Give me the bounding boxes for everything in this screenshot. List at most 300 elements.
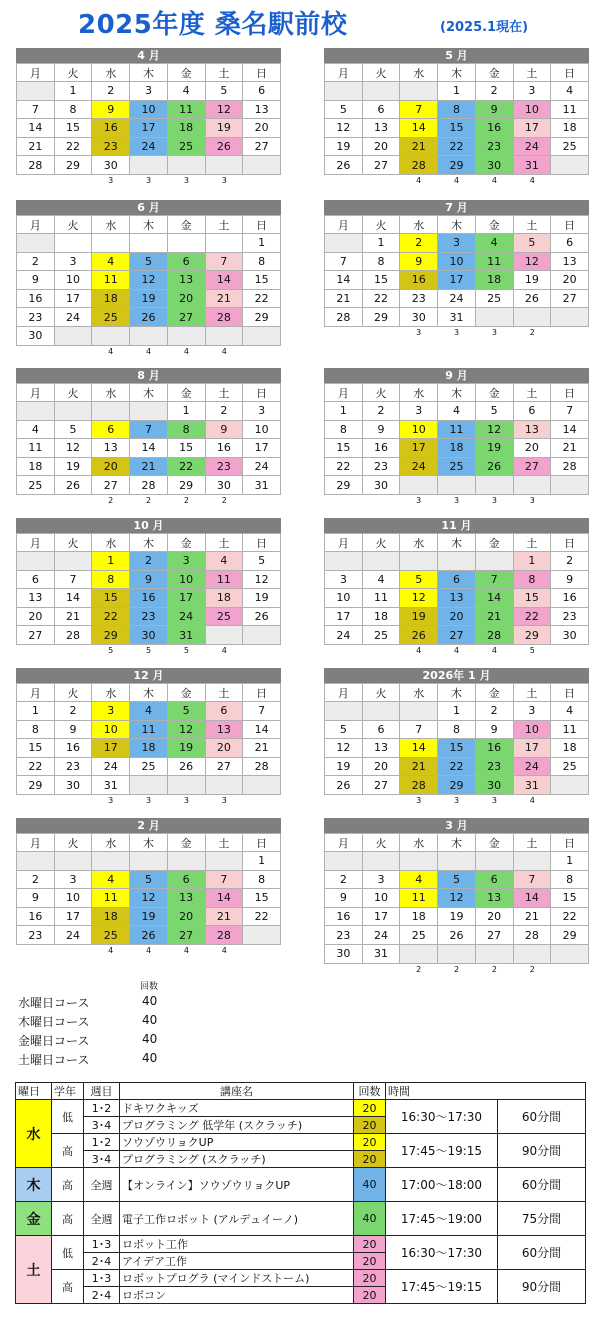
- day-cell: 5: [325, 100, 363, 119]
- weekday-label: 土: [513, 384, 551, 402]
- day-cell: 18: [17, 457, 55, 476]
- duration-cell: 90分間: [498, 1270, 586, 1304]
- day-cell: 29: [243, 308, 281, 327]
- day-cell: 28: [130, 476, 168, 495]
- grade-cell: 高: [52, 1134, 84, 1168]
- weekday-label: 水: [92, 216, 130, 234]
- day-cell: 31: [92, 776, 130, 795]
- duration-cell: 60分間: [498, 1100, 586, 1134]
- day-cell: 23: [362, 457, 400, 476]
- summary-label: 金曜日コース: [18, 1034, 90, 1048]
- day-cell: 21: [54, 607, 92, 626]
- week-row: [325, 402, 589, 421]
- time-cell: 17:45～19:15: [386, 1134, 498, 1168]
- day-cell: 25: [167, 137, 205, 156]
- day-cell: 28: [243, 757, 281, 776]
- day-cell: 15: [54, 119, 92, 138]
- day-cell: [54, 326, 92, 345]
- day-cell: 3: [513, 82, 551, 101]
- weekday-label: 火: [54, 534, 92, 552]
- day-cell: 17: [167, 589, 205, 608]
- day-cell: 18: [362, 607, 400, 626]
- day-cell: 19: [243, 589, 281, 608]
- day-cell: 5: [205, 82, 243, 101]
- day-cell: 5: [243, 552, 281, 571]
- week-row: [325, 626, 589, 645]
- summary-label: 木曜日コース: [18, 1015, 90, 1029]
- summary-row: [18, 1032, 178, 1050]
- day-cell: 7: [325, 252, 363, 271]
- day-cell: 8: [243, 252, 281, 271]
- weekday-label: 金: [475, 64, 513, 82]
- day-cell: 19: [325, 137, 363, 156]
- week-row: [325, 82, 589, 101]
- day-cell: 26: [400, 626, 438, 645]
- day-cell: 7: [400, 720, 438, 739]
- weekday-label: 火: [362, 684, 400, 702]
- week-row: [325, 476, 589, 495]
- day-cell: [551, 308, 589, 327]
- day-cell: 12: [167, 720, 205, 739]
- weekday-label: 日: [243, 684, 281, 702]
- day-cell: 18: [205, 589, 243, 608]
- day-cell: 7: [243, 702, 281, 721]
- week-row: [325, 889, 589, 908]
- week-row: [325, 137, 589, 156]
- weekday-label: 土: [205, 64, 243, 82]
- weekday-label: 月: [17, 216, 55, 234]
- day-cell: 27: [243, 137, 281, 156]
- count-cell: 20: [354, 1270, 386, 1287]
- weekday-label: 土: [205, 216, 243, 234]
- day-cell: 27: [167, 926, 205, 945]
- lesson-count: 2: [491, 964, 497, 974]
- weekday-label: 水: [92, 64, 130, 82]
- header-grade: 学年: [52, 1083, 84, 1100]
- day-cell: [243, 156, 281, 175]
- day-cell: [17, 852, 55, 871]
- day-cell: 30: [362, 476, 400, 495]
- day-cell: 10: [130, 100, 168, 119]
- month-grid: [16, 683, 281, 795]
- day-cell-fri: 金: [16, 1202, 52, 1236]
- weekday-label: 金: [475, 684, 513, 702]
- day-cell: 23: [54, 757, 92, 776]
- month-calendar: [16, 368, 281, 507]
- lesson-count: 4: [221, 346, 227, 356]
- table-row: [16, 1134, 586, 1151]
- month-header: 3 月: [324, 818, 589, 833]
- weekday-label: 木: [438, 216, 476, 234]
- course-name: ロボコン: [120, 1287, 354, 1304]
- count-cell: 40: [354, 1168, 386, 1202]
- day-cell: 9: [54, 720, 92, 739]
- weekday-label: 日: [551, 384, 589, 402]
- week-row: [325, 119, 589, 138]
- duration-cell: 60分間: [498, 1236, 586, 1270]
- weekday-label: 水: [92, 534, 130, 552]
- day-cell: 27: [205, 757, 243, 776]
- weekday-label: 土: [205, 834, 243, 852]
- week-row: [17, 439, 281, 458]
- day-cell: 6: [362, 720, 400, 739]
- day-cell: 16: [17, 907, 55, 926]
- day-cell: 7: [17, 100, 55, 119]
- day-cell: [92, 326, 130, 345]
- lesson-count-row: [324, 795, 589, 807]
- day-cell: [551, 944, 589, 963]
- day-cell: 13: [513, 420, 551, 439]
- day-cell: 15: [438, 119, 476, 138]
- lesson-count: 3: [146, 175, 152, 185]
- weekday-label: 土: [513, 834, 551, 852]
- header-week: 週目: [84, 1083, 120, 1100]
- day-cell: 12: [325, 119, 363, 138]
- summary-value: 40: [142, 1032, 158, 1046]
- day-cell: 7: [551, 402, 589, 421]
- week-row: [325, 308, 589, 327]
- day-cell: 19: [325, 757, 363, 776]
- day-cell: 22: [243, 289, 281, 308]
- month-grid: [16, 833, 281, 945]
- lesson-count: 3: [146, 795, 152, 805]
- day-cell: 31: [362, 944, 400, 963]
- day-cell: 9: [17, 271, 55, 290]
- count-cell: 20: [354, 1287, 386, 1304]
- month-grid: [16, 215, 281, 346]
- day-cell: [325, 82, 363, 101]
- lesson-count-row: [324, 175, 589, 187]
- grade-cell: 高: [52, 1168, 84, 1202]
- day-cell: 20: [167, 289, 205, 308]
- day-cell: 1: [438, 702, 476, 721]
- day-cell: 24: [362, 926, 400, 945]
- week-row: [17, 156, 281, 175]
- day-cell: [130, 776, 168, 795]
- day-cell: 7: [513, 870, 551, 889]
- day-cell: 4: [17, 420, 55, 439]
- weekday-label: 土: [205, 684, 243, 702]
- day-cell: 9: [205, 420, 243, 439]
- day-cell: 21: [551, 439, 589, 458]
- day-cell: 20: [92, 457, 130, 476]
- weekday-label: 日: [551, 534, 589, 552]
- day-cell: 20: [475, 907, 513, 926]
- weekday-label: 木: [438, 684, 476, 702]
- time-cell: 16:30～17:30: [386, 1100, 498, 1134]
- lesson-count-row: [16, 945, 281, 957]
- weekday-label: 水: [400, 534, 438, 552]
- day-cell: 7: [54, 570, 92, 589]
- day-cell: 29: [92, 626, 130, 645]
- day-cell: 26: [167, 757, 205, 776]
- day-cell: 11: [92, 271, 130, 290]
- day-cell: 11: [551, 100, 589, 119]
- day-cell: 4: [92, 252, 130, 271]
- day-cell: 13: [167, 271, 205, 290]
- month-grid: [324, 63, 589, 175]
- weekday-label: 火: [54, 64, 92, 82]
- lesson-count: 2: [416, 964, 422, 974]
- day-cell: 10: [513, 100, 551, 119]
- day-cell: 24: [325, 626, 363, 645]
- day-cell-wed: 水: [16, 1100, 52, 1168]
- course-name: 【オンライン】ソウゾウリョクUP: [120, 1168, 354, 1202]
- weekday-label: 月: [325, 534, 363, 552]
- week-row: [325, 420, 589, 439]
- day-cell: 20: [167, 907, 205, 926]
- week-row: [17, 570, 281, 589]
- day-cell: [475, 852, 513, 871]
- lesson-count: 4: [454, 645, 460, 655]
- day-cell: 27: [513, 457, 551, 476]
- day-cell: 9: [475, 100, 513, 119]
- lesson-count-row: [324, 327, 589, 339]
- day-cell: [362, 552, 400, 571]
- lesson-count: 2: [454, 964, 460, 974]
- day-cell: 14: [54, 589, 92, 608]
- day-cell: 23: [475, 137, 513, 156]
- summary-label: 水曜日コース: [18, 996, 90, 1010]
- header-day: 曜日: [16, 1083, 52, 1100]
- week-row: [17, 607, 281, 626]
- lesson-count: 4: [221, 645, 227, 655]
- day-cell: 8: [438, 720, 476, 739]
- day-cell: 4: [130, 702, 168, 721]
- lesson-count: 5: [108, 645, 114, 655]
- weekday-label: 金: [475, 384, 513, 402]
- day-cell: [167, 234, 205, 253]
- weekday-label: 火: [362, 216, 400, 234]
- title-row: [0, 4, 600, 42]
- month-calendar: [16, 200, 281, 358]
- day-cell: 1: [167, 402, 205, 421]
- lesson-count: 3: [529, 495, 535, 505]
- day-cell: 21: [205, 907, 243, 926]
- day-cell: 26: [205, 137, 243, 156]
- weekday-label: 月: [325, 834, 363, 852]
- day-cell: 12: [205, 100, 243, 119]
- course-name: アイデア工作: [120, 1253, 354, 1270]
- time-cell: 17:45～19:00: [386, 1202, 498, 1236]
- day-cell: 15: [362, 271, 400, 290]
- day-cell: [438, 476, 476, 495]
- day-cell: 18: [400, 907, 438, 926]
- month-calendar: [16, 48, 281, 187]
- day-cell: 31: [513, 776, 551, 795]
- month-header: 4 月: [16, 48, 281, 63]
- day-cell: 9: [362, 420, 400, 439]
- day-cell: 31: [243, 476, 281, 495]
- month-calendar: [324, 368, 589, 507]
- weekday-label: 日: [243, 834, 281, 852]
- weekday-label: 水: [92, 684, 130, 702]
- day-cell: [54, 234, 92, 253]
- day-cell: 1: [362, 234, 400, 253]
- day-cell: 29: [17, 776, 55, 795]
- day-cell: 28: [551, 457, 589, 476]
- day-cell: 25: [92, 308, 130, 327]
- day-cell: 26: [54, 476, 92, 495]
- table-row: [16, 1236, 586, 1253]
- week-cell: 1･2: [84, 1134, 120, 1151]
- day-cell: 21: [243, 739, 281, 758]
- day-cell: 30: [54, 776, 92, 795]
- day-cell: 21: [17, 137, 55, 156]
- day-cell: 13: [92, 439, 130, 458]
- week-row: [17, 852, 281, 871]
- day-cell: [167, 852, 205, 871]
- day-cell: 15: [92, 589, 130, 608]
- day-cell: [475, 476, 513, 495]
- day-cell: 3: [167, 552, 205, 571]
- day-cell: 6: [362, 100, 400, 119]
- week-row: [325, 156, 589, 175]
- page-title: 2025年度 桑名駅前校: [78, 10, 348, 40]
- day-cell: 12: [54, 439, 92, 458]
- lesson-count: 4: [416, 175, 422, 185]
- day-cell: 8: [167, 420, 205, 439]
- day-cell: 14: [400, 739, 438, 758]
- day-cell: 31: [438, 308, 476, 327]
- day-cell-sat: 土: [16, 1236, 52, 1304]
- week-cell: 3･4: [84, 1117, 120, 1134]
- week-row: [325, 702, 589, 721]
- lesson-count: 4: [416, 645, 422, 655]
- day-cell: [362, 852, 400, 871]
- weekday-label: 金: [167, 834, 205, 852]
- week-row: [17, 137, 281, 156]
- week-row: [17, 702, 281, 721]
- day-cell: 29: [54, 156, 92, 175]
- day-cell: 26: [243, 607, 281, 626]
- day-cell: 2: [54, 702, 92, 721]
- day-cell: 22: [513, 607, 551, 626]
- weekday-label: 金: [167, 684, 205, 702]
- week-cell: 全週: [84, 1202, 120, 1236]
- weekday-label: 木: [130, 534, 168, 552]
- week-row: [325, 607, 589, 626]
- day-cell: 22: [438, 757, 476, 776]
- week-row: [17, 234, 281, 253]
- month-grid: [16, 383, 281, 495]
- day-cell: 2: [92, 82, 130, 101]
- day-cell: 11: [438, 420, 476, 439]
- lesson-count-row: [16, 175, 281, 187]
- weekday-label: 水: [400, 384, 438, 402]
- weekday-label: 木: [130, 64, 168, 82]
- day-cell: [17, 82, 55, 101]
- summary-row: [18, 1013, 178, 1031]
- weekday-label: 金: [167, 216, 205, 234]
- month-header: 6 月: [16, 200, 281, 215]
- day-cell: 11: [400, 889, 438, 908]
- week-row: [325, 739, 589, 758]
- week-row: [325, 252, 589, 271]
- day-cell: [167, 776, 205, 795]
- day-cell: 8: [438, 100, 476, 119]
- week-row: [17, 889, 281, 908]
- day-cell: 1: [513, 552, 551, 571]
- weekday-label: 火: [362, 384, 400, 402]
- week-row: [325, 776, 589, 795]
- week-cell: 全週: [84, 1168, 120, 1202]
- day-cell: 3: [438, 234, 476, 253]
- day-cell: 22: [92, 607, 130, 626]
- day-cell: 1: [243, 852, 281, 871]
- header-count: 回数: [354, 1083, 386, 1100]
- header-time: 時間: [386, 1083, 586, 1100]
- day-cell: [551, 156, 589, 175]
- day-cell: 6: [551, 234, 589, 253]
- day-cell: [130, 402, 168, 421]
- day-cell: 8: [551, 870, 589, 889]
- day-cell: 2: [17, 252, 55, 271]
- day-cell: 5: [54, 420, 92, 439]
- day-cell: 6: [438, 570, 476, 589]
- day-cell: [513, 476, 551, 495]
- day-cell: 2: [400, 234, 438, 253]
- weekday-label: 木: [438, 64, 476, 82]
- day-cell: 15: [551, 889, 589, 908]
- day-cell: 26: [325, 156, 363, 175]
- day-cell: 8: [325, 420, 363, 439]
- day-cell: 2: [17, 870, 55, 889]
- day-cell: [243, 626, 281, 645]
- day-cell: 19: [167, 739, 205, 758]
- week-row: [17, 457, 281, 476]
- day-cell: 3: [325, 570, 363, 589]
- day-cell: 22: [551, 907, 589, 926]
- lesson-count: 3: [491, 795, 497, 805]
- weekday-header-row: [325, 684, 589, 702]
- day-cell: [325, 234, 363, 253]
- weekday-label: 木: [438, 834, 476, 852]
- day-cell: 23: [325, 926, 363, 945]
- table-row: [16, 1202, 586, 1236]
- day-cell: 27: [92, 476, 130, 495]
- course-name: 電子工作ロボット (アルデュイーノ): [120, 1202, 354, 1236]
- weekday-label: 日: [243, 534, 281, 552]
- day-cell: 23: [551, 607, 589, 626]
- lesson-count-row: [324, 964, 589, 976]
- day-cell: 13: [362, 739, 400, 758]
- weekday-label: 月: [17, 834, 55, 852]
- day-cell: 23: [205, 457, 243, 476]
- day-cell: 5: [325, 720, 363, 739]
- day-cell: 9: [551, 570, 589, 589]
- day-cell: 13: [551, 252, 589, 271]
- day-cell: 1: [438, 82, 476, 101]
- weekday-label: 月: [17, 64, 55, 82]
- weekday-label: 木: [130, 684, 168, 702]
- day-cell: [551, 476, 589, 495]
- day-cell: 1: [551, 852, 589, 871]
- day-cell: 22: [54, 137, 92, 156]
- course-table: [15, 1082, 586, 1304]
- week-row: [17, 776, 281, 795]
- day-cell: 17: [513, 119, 551, 138]
- day-cell: 9: [325, 889, 363, 908]
- week-row: [325, 870, 589, 889]
- day-cell: [475, 552, 513, 571]
- day-cell: 1: [92, 552, 130, 571]
- day-cell: 23: [130, 607, 168, 626]
- day-cell: 11: [17, 439, 55, 458]
- day-cell: 12: [130, 271, 168, 290]
- day-cell: 12: [130, 889, 168, 908]
- week-row: [17, 402, 281, 421]
